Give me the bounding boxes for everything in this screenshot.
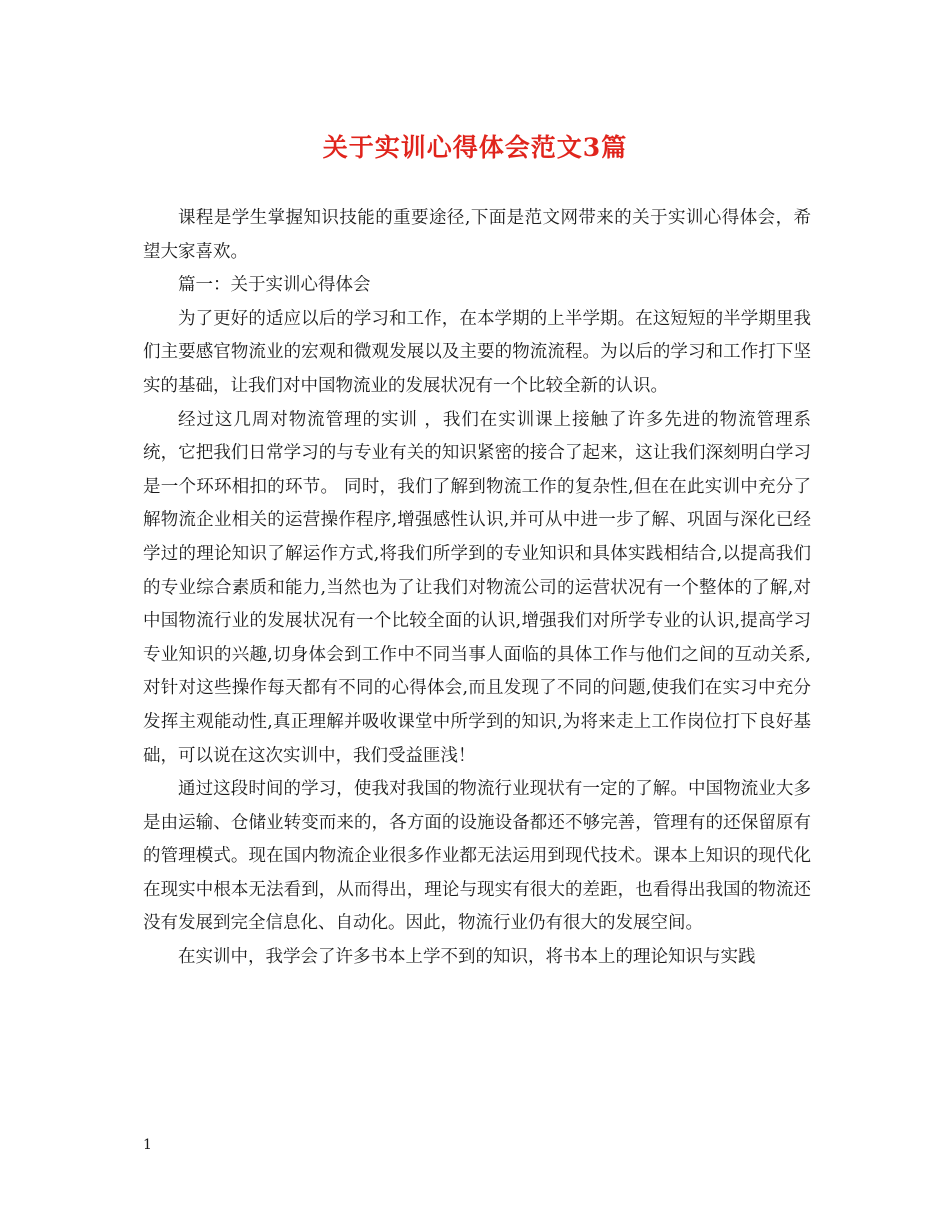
body-paragraph-1: 为了更好的适应以后的学习和工作，在本学期的上半学期。在这短短的半学期里我们主要感官物流业的宏观和微观发展以及主要的物流流程。为以后的学习和工作打下坚实的基础，让我们对中国物流业的发展状况有一个比较全新的认识。 xyxy=(143,308,811,396)
document-title: 关于实训心得体会范文3篇 xyxy=(322,133,628,162)
intro-paragraph: 课程是学生掌握知识技能的重要途径,下面是范文网带来的关于实训心得体会，希望大家喜欢。 xyxy=(143,208,811,262)
document-body xyxy=(143,202,811,975)
section-heading: 篇一：关于实训心得体会 xyxy=(178,275,371,296)
body-paragraph-2: 经过这几周对物流管理的实训 ，我们在实训课上接触了许多先进的物流管理系统，它把我们日常学习的与专业有关的知识紧密的接合了起来，这让我们深刻明白学习是一个环环相扣的环节。 同时，我们了解到物流工作的复杂性,但在在此实训中充分了解物流企业相关的运营操作程序,增强感性认识,并可从中进一步了解、巩固与深化已经学过的理论知识了解运作方式,将我们所学到的专业知识和具体实践相结合,以提高我们的专业综合素质和能力,当然也为了让我们对物流公司的运营状况有一个整体的了解,对中国物流行业的发展状况有一个比较全面的认识,增强我们对所学专业的认识,提高学习专业知识的兴趣,切身体会到工作中不同当事人面临的具体工作与他们之间的互动关系,对针对这些操作每天都有不同的心得体会,而且发现了不同的问题,使我们在实习中充分发挥主观能动性,真正理解并吸收课堂中所学到的知识,为将来走上工作岗位打下良好基础，可以说在这次实训中，我们受益匪浅！ xyxy=(143,409,811,766)
body-paragraph-3: 通过这段时间的学习，使我对我国的物流行业现状有一定的了解。中国物流业大多是由运输、仓储业转变而来的，各方面的设施设备都还不够完善，管理有的还保留原有的管理模式。现在国内物流企业很多作业都无法运用到现代技术。课本上知识的现代化在现实中根本无法看到，从而得出，理论与现实有很大的差距，也看得出我国的物流还没有发展到完全信息化、自动化。因此，物流行业仍有很大的发展空间。 xyxy=(143,779,811,934)
page-number: 1 xyxy=(143,1137,152,1153)
body-paragraph-4: 在实训中，我学会了许多书本上学不到的知识，将书本上的理论知识与实践 xyxy=(178,947,756,968)
